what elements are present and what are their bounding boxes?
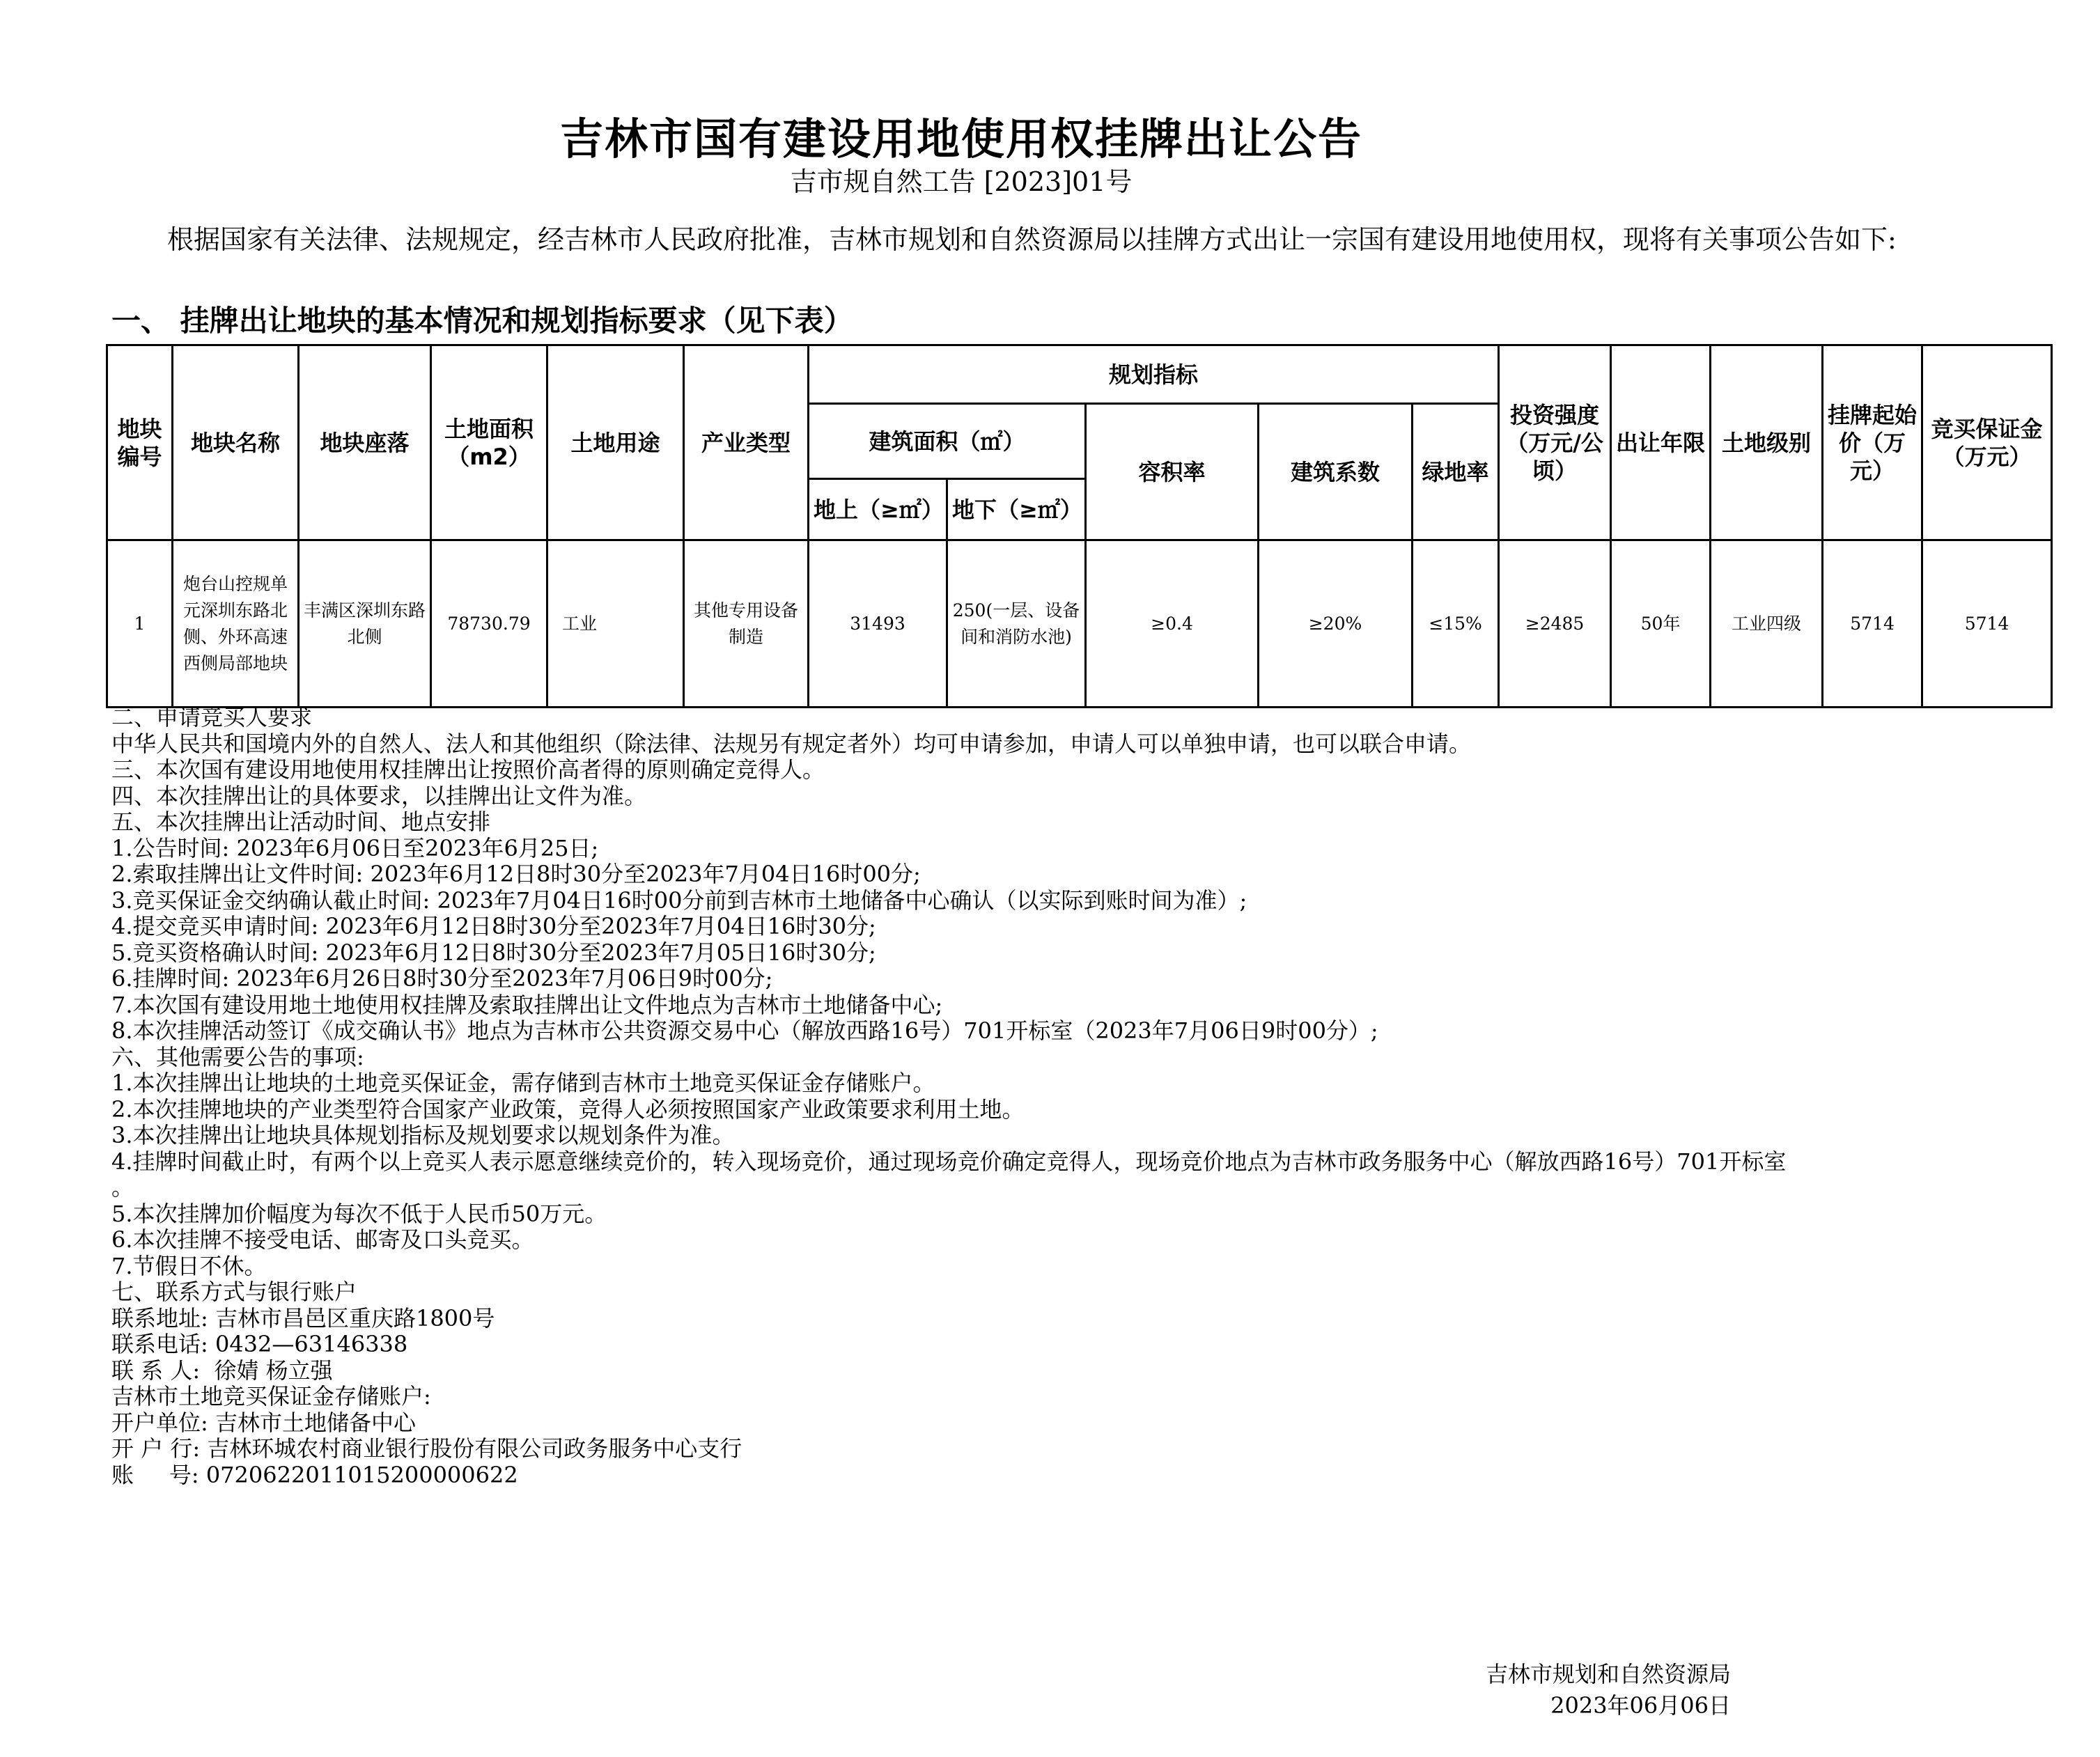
header-below: 地下（≥㎡）	[947, 479, 1086, 540]
header-far: 容积率	[1086, 404, 1259, 540]
header-parcel-no: 地块编号	[107, 345, 173, 540]
issuing-organization: 吉林市规划和自然资源局	[1485, 1661, 1731, 1687]
body-line: 6.挂牌时间: 2023年6月26日8时30分至2023年7月06日9时00分;	[111, 965, 773, 992]
header-green: 绿地率	[1413, 404, 1499, 540]
contact-phone: 联系电话: 0432—63146338	[111, 1331, 408, 1357]
account-bank: 开 户 行: 吉林环城农村商业银行股份有限公司政务服务中心支行	[111, 1435, 742, 1462]
header-building-area: 建筑面积（㎡）	[809, 404, 1086, 479]
cell-below: 250(一层、设备间和消防水池)	[947, 540, 1086, 708]
signature-block	[1486, 1659, 1731, 1721]
body-line: 2.本次挂牌地块的产业类型符合国家产业政策，竞得人必须按照国家产业政策要求利用土地。	[111, 1095, 1025, 1123]
body-line: 7.本次国有建设用地土地使用权挂牌及索取挂牌出让文件地点为吉林市土地储备中心;	[111, 991, 943, 1018]
body-line: 中华人民共和国境内外的自然人、法人和其他组织（除法律、法规另有规定者外）均可申请参加，申请人可以单独申请，也可以联合申请。	[111, 730, 1472, 757]
body-line: 2.索取挂牌出让文件时间: 2023年6月12日8时30分至2023年7月04日16时00分;	[111, 861, 921, 887]
header-start-price: 挂牌起始价（万元）	[1823, 345, 1922, 540]
contact-address: 联系地址: 吉林市昌邑区重庆路1800号	[111, 1304, 495, 1332]
contact-person: 联 系 人: 徐婧 杨立强	[111, 1357, 333, 1384]
body-line: 。	[111, 1174, 134, 1201]
header-industry: 产业类型	[684, 345, 809, 540]
section-1-heading: 一、 挂牌出让地块的基本情况和规划指标要求（见下表）	[111, 304, 853, 338]
announcement-body	[111, 705, 2062, 1488]
body-line: 1.公告时间: 2023年6月06日至2023年6月25日;	[111, 834, 599, 861]
body-line: 二、申请竞买人要求	[111, 704, 313, 731]
cell-grade: 工业四级	[1711, 540, 1823, 708]
cell-start-price: 5714	[1823, 540, 1922, 708]
body-line: 7.节假日不休。	[111, 1252, 267, 1279]
header-area: 土地面积（m2）	[431, 345, 547, 540]
cell-use: 工业	[547, 540, 684, 708]
cell-term: 50年	[1611, 540, 1711, 708]
body-line: 5.本次挂牌加价幅度为每次不低于人民币50万元。	[111, 1200, 607, 1227]
header-location: 地块座落	[299, 345, 431, 540]
header-parcel-name: 地块名称	[173, 345, 299, 540]
intro-paragraph: 根据国家有关法律、法规规定，经吉林市人民政府批准，吉林市规划和自然资源局以挂牌方式出让一宗国有建设用地使用权，现将有关事项公告如下:	[167, 224, 1897, 255]
header-coverage: 建筑系数	[1259, 404, 1413, 540]
header-investment: 投资强度（万元/公顷）	[1499, 345, 1611, 540]
body-line: 1.本次挂牌出让地块的土地竞买保证金，需存储到吉林市土地竞买保证金存储账户。	[111, 1070, 935, 1096]
body-line: 六、其他需要公告的事项:	[111, 1043, 364, 1070]
body-line: 3.竞买保证金交纳确认截止时间: 2023年7月04日16时00分前到吉林市土地储备中心确认（以实际到账时间为准）;	[111, 887, 1247, 914]
cell-location: 丰满区深圳东路北侧	[299, 540, 431, 708]
document-number: 吉市规自然工告 [2023]01号	[790, 166, 1133, 197]
body-line: 3.本次挂牌出让地块具体规划指标及规划要求以规划条件为准。	[111, 1122, 735, 1148]
cell-industry: 其他专用设备制造	[684, 540, 809, 708]
header-grade: 土地级别	[1711, 345, 1823, 540]
header-deposit: 竞买保证金（万元）	[1922, 345, 2052, 540]
body-line: 8.本次挂牌活动签订《成交确认书》地点为吉林市公共资源交易中心（解放西路16号）701开标室（2023年7月06日9时00分）;	[111, 1017, 1378, 1044]
cell-investment: ≥2485	[1499, 540, 1611, 708]
account-holder: 开户单位: 吉林市土地储备中心	[111, 1409, 416, 1436]
cell-above: 31493	[809, 540, 947, 708]
account-number: 账 号: 0720622011015200000622	[111, 1461, 518, 1488]
cell-deposit: 5714	[1922, 540, 2052, 708]
body-line: 4.提交竞买申请时间: 2023年6月12日8时30分至2023年7月04日16时30分;	[111, 913, 876, 939]
issue-date: 2023年06月06日	[1550, 1692, 1731, 1719]
cell-green: ≤15%	[1413, 540, 1499, 708]
land-parcel-table	[106, 344, 2053, 708]
body-line: 吉林市土地竞买保证金存储账户:	[111, 1383, 431, 1409]
body-line: 三、本次国有建设用地使用权挂牌出让按照价高者得的原则确定竞得人。	[111, 756, 825, 783]
table-row	[107, 540, 2052, 708]
body-line: 4.挂牌时间截止时，有两个以上竞买人表示愿意继续竞价的，转入现场竞价，通过现场竞价确定竞得人，现场竞价地点为吉林市政务服务中心（解放西路16号）701开标室	[111, 1148, 1787, 1175]
cell-far: ≥0.4	[1086, 540, 1259, 708]
cell-coverage: ≥20%	[1259, 540, 1413, 708]
cell-parcel-no: 1	[107, 540, 173, 708]
header-planning: 规划指标	[809, 345, 1499, 404]
body-line: 四、本次挂牌出让的具体要求，以挂牌出让文件为准。	[111, 782, 647, 809]
header-use: 土地用途	[547, 345, 684, 540]
cell-area: 78730.79	[431, 540, 547, 708]
cell-parcel-name: 炮台山控规单元深圳东路北侧、外环高速西侧局部地块	[173, 540, 299, 708]
body-line: 五、本次挂牌出让活动时间、地点安排	[111, 809, 491, 835]
header-above: 地上（≥㎡）	[809, 479, 947, 540]
body-line: 6.本次挂牌不接受电话、邮寄及口头竞买。	[111, 1226, 534, 1253]
body-line: 5.竞买资格确认时间: 2023年6月12日8时30分至2023年7月05日16时30分;	[111, 939, 876, 966]
table-header-row-1	[107, 345, 2052, 404]
header-term: 出让年限	[1611, 345, 1711, 540]
document-title: 吉林市国有建设用地使用权挂牌出让公告	[559, 114, 1362, 164]
body-line: 七、联系方式与银行账户	[111, 1279, 357, 1305]
